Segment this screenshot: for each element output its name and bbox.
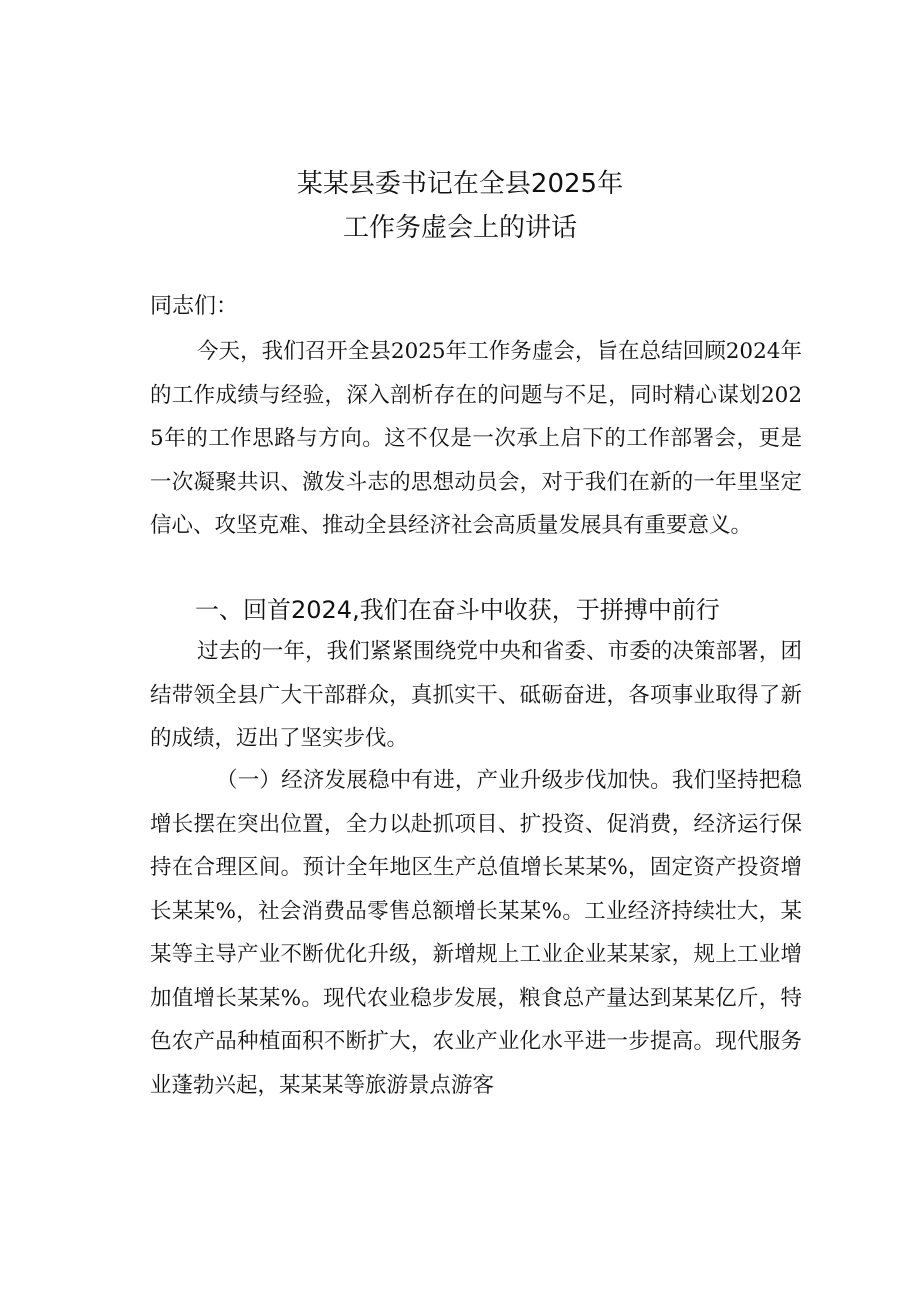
greeting: 同志们： xyxy=(150,294,239,319)
section-heading-1: 一、回首2024,我们在奋斗中收获，于拼搏中前行 xyxy=(195,596,720,624)
paragraph-intro: 今天，我们召开全县2025年工作务虚会，旨在总结回顾2024年的工作成绩与经验，深入剖析存在的问题与不足，同时精心谋划2025年的工作思路与方向。这不仅是一次承上启下的工作部署会，更是一次凝聚共识、激发斗志的思想动员会，对于我们在新的一年里坚定信心、攻坚克难、推动全县经济社会高质量发展具有重要意义。 xyxy=(150,339,802,538)
document-title-line1: 某某县委书记在全县2025年 xyxy=(296,169,624,199)
paragraph-review: 过去的一年，我们紧紧围绕党中央和省委、市委的决策部署，团结带领全县广大干部群众，真抓实干、砥砺奋进，各项事业取得了新的成绩，迈出了坚实步伐。 xyxy=(150,639,802,751)
paragraph-economy: （一）经济发展稳中有进，产业升级步伐加快。我们坚持把稳增长摆在突出位置，全力以赴抓项目、扩投资、促消费，经济运行保持在合理区间。预计全年地区生产总值增长某某%，固定资产投资增长某某%，社会消费品零售总额增长某某%。工业经济持续壮大，某某等主导产业不断优化升级，新增规上工业企业某某家，规上工业增加值增长某某%。现代农业稳步发展，粮食总产量达到某某亿斤，特色农产品种植面积不断扩大，农业产业化水平进一步提高。现代服务业蓬勃兴起，某某某等旅游景点游客 xyxy=(150,768,802,1098)
document-title-line2: 工作务虚会上的讲话 xyxy=(342,213,577,243)
